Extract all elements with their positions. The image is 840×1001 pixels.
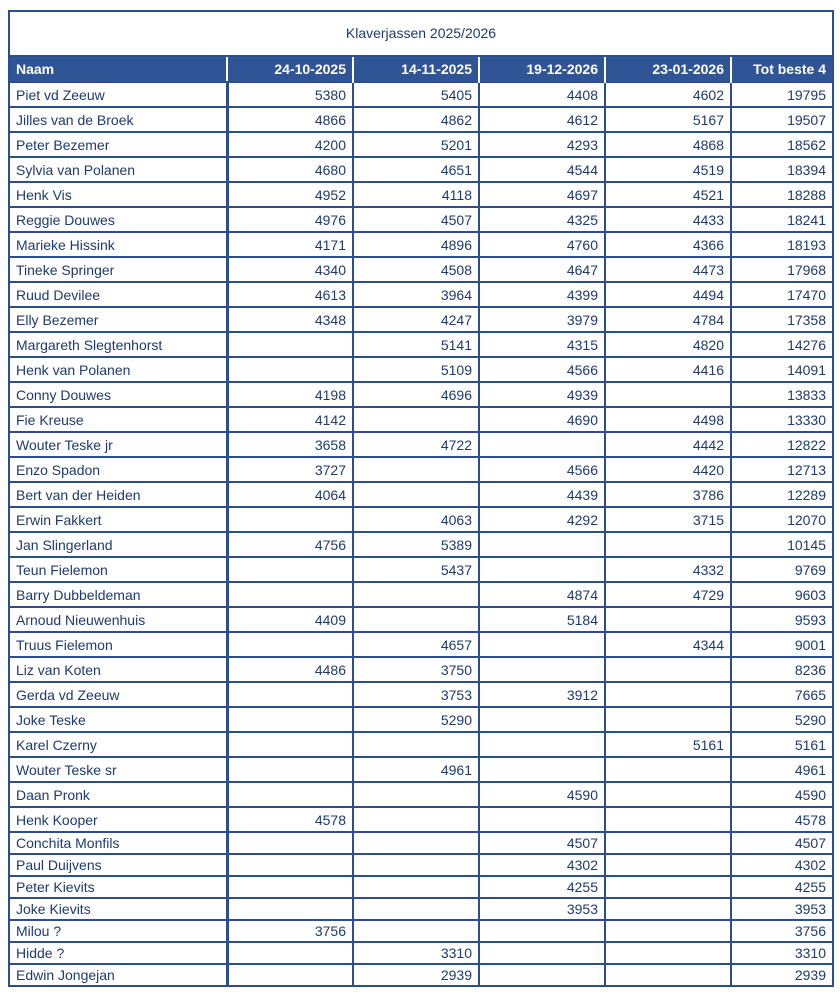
cell-total-best-4: 17470 xyxy=(731,282,832,307)
cell-date-2: 4961 xyxy=(353,757,479,782)
scores-table xyxy=(10,57,832,985)
column-header-date-4: 23-01-2026 xyxy=(605,57,731,82)
cell-date-1: 4613 xyxy=(227,282,353,307)
cell-date-2 xyxy=(353,457,479,482)
cell-total-best-4: 3953 xyxy=(731,898,832,920)
cell-total-best-4: 9603 xyxy=(731,582,832,607)
cell-date-2: 5141 xyxy=(353,332,479,357)
cell-date-1 xyxy=(227,898,353,920)
cell-date-4: 4868 xyxy=(605,132,731,157)
cell-name: Sylvia van Polanen xyxy=(10,157,227,182)
cell-total-best-4: 4578 xyxy=(731,807,832,832)
cell-date-3: 4325 xyxy=(479,207,605,232)
cell-date-2 xyxy=(353,898,479,920)
table-row xyxy=(10,682,832,707)
cell-date-3 xyxy=(479,532,605,557)
cell-name: Teun Fielemon xyxy=(10,557,227,582)
cell-name: Joke Kievits xyxy=(10,898,227,920)
cell-date-1: 4340 xyxy=(227,257,353,282)
cell-date-3: 4760 xyxy=(479,232,605,257)
column-header-date-2: 14-11-2025 xyxy=(353,57,479,82)
cell-date-3: 4399 xyxy=(479,282,605,307)
cell-date-4 xyxy=(605,782,731,807)
cell-total-best-4: 3310 xyxy=(731,942,832,964)
table-row xyxy=(10,876,832,898)
cell-date-2: 5290 xyxy=(353,707,479,732)
cell-date-1: 3727 xyxy=(227,457,353,482)
cell-name: Jan Slingerland xyxy=(10,532,227,557)
sheet-title: Klaverjassen 2025/2026 xyxy=(10,12,832,57)
cell-date-4 xyxy=(605,757,731,782)
cell-date-4: 4521 xyxy=(605,182,731,207)
cell-date-2 xyxy=(353,854,479,876)
cell-total-best-4: 3756 xyxy=(731,920,832,942)
cell-total-best-4: 18288 xyxy=(731,182,832,207)
cell-date-4: 4729 xyxy=(605,582,731,607)
table-row xyxy=(10,732,832,757)
cell-date-4 xyxy=(605,807,731,832)
cell-date-3: 4292 xyxy=(479,507,605,532)
cell-date-4 xyxy=(605,920,731,942)
cell-name: Edwin Jongejan xyxy=(10,964,227,985)
cell-date-2: 4063 xyxy=(353,507,479,532)
cell-date-3: 4255 xyxy=(479,876,605,898)
cell-name: Margareth Slegtenhorst xyxy=(10,332,227,357)
cell-date-1 xyxy=(227,557,353,582)
cell-date-3 xyxy=(479,964,605,985)
cell-total-best-4: 13833 xyxy=(731,382,832,407)
cell-date-2: 4862 xyxy=(353,107,479,132)
cell-total-best-4: 12070 xyxy=(731,507,832,532)
cell-name: Fie Kreuse xyxy=(10,407,227,432)
cell-date-1: 4976 xyxy=(227,207,353,232)
cell-total-best-4: 5161 xyxy=(731,732,832,757)
cell-total-best-4: 4255 xyxy=(731,876,832,898)
cell-date-2: 4507 xyxy=(353,207,479,232)
cell-date-1: 4952 xyxy=(227,182,353,207)
cell-date-1 xyxy=(227,832,353,854)
cell-total-best-4: 4507 xyxy=(731,832,832,854)
table-row xyxy=(10,432,832,457)
cell-date-3: 3912 xyxy=(479,682,605,707)
cell-date-4 xyxy=(605,832,731,854)
cell-total-best-4: 18241 xyxy=(731,207,832,232)
cell-date-4: 4416 xyxy=(605,357,731,382)
cell-total-best-4: 12289 xyxy=(731,482,832,507)
table-row xyxy=(10,307,832,332)
cell-date-1 xyxy=(227,332,353,357)
cell-name: Conchita Monfils xyxy=(10,832,227,854)
cell-total-best-4: 18193 xyxy=(731,232,832,257)
cell-date-3 xyxy=(479,432,605,457)
table-row xyxy=(10,854,832,876)
cell-total-best-4: 8236 xyxy=(731,657,832,682)
cell-date-3 xyxy=(479,942,605,964)
cell-date-4: 3715 xyxy=(605,507,731,532)
table-row xyxy=(10,407,832,432)
cell-date-2 xyxy=(353,832,479,854)
cell-name: Paul Duijvens xyxy=(10,854,227,876)
cell-date-1: 4198 xyxy=(227,382,353,407)
table-body xyxy=(10,82,832,985)
cell-date-4: 5167 xyxy=(605,107,731,132)
cell-date-1: 3658 xyxy=(227,432,353,457)
cell-date-2 xyxy=(353,782,479,807)
cell-date-1: 4064 xyxy=(227,482,353,507)
cell-total-best-4: 19795 xyxy=(731,82,832,107)
table-row xyxy=(10,257,832,282)
cell-date-3: 4544 xyxy=(479,157,605,182)
cell-name: Reggie Douwes xyxy=(10,207,227,232)
table-row xyxy=(10,157,832,182)
cell-date-3: 4590 xyxy=(479,782,605,807)
cell-name: Hidde ? xyxy=(10,942,227,964)
cell-date-1 xyxy=(227,357,353,382)
cell-date-4: 4442 xyxy=(605,432,731,457)
cell-name: Conny Douwes xyxy=(10,382,227,407)
cell-total-best-4: 13330 xyxy=(731,407,832,432)
cell-date-1: 4348 xyxy=(227,307,353,332)
cell-date-2 xyxy=(353,582,479,607)
cell-date-1 xyxy=(227,707,353,732)
table-row xyxy=(10,557,832,582)
cell-date-3: 4315 xyxy=(479,332,605,357)
table-row xyxy=(10,132,832,157)
cell-name: Joke Teske xyxy=(10,707,227,732)
cell-date-3 xyxy=(479,757,605,782)
cell-total-best-4: 9769 xyxy=(731,557,832,582)
cell-date-2 xyxy=(353,482,479,507)
cell-date-4 xyxy=(605,942,731,964)
cell-date-1: 4171 xyxy=(227,232,353,257)
table-row xyxy=(10,898,832,920)
cell-total-best-4: 4961 xyxy=(731,757,832,782)
cell-date-4 xyxy=(605,682,731,707)
cell-date-4: 4494 xyxy=(605,282,731,307)
cell-date-4 xyxy=(605,898,731,920)
cell-date-4 xyxy=(605,382,731,407)
cell-name: Barry Dubbeldeman xyxy=(10,582,227,607)
cell-name: Truus Fielemon xyxy=(10,632,227,657)
cell-name: Milou ? xyxy=(10,920,227,942)
cell-name: Karel Czerny xyxy=(10,732,227,757)
cell-date-2: 4896 xyxy=(353,232,479,257)
cell-date-3: 4697 xyxy=(479,182,605,207)
cell-date-3 xyxy=(479,732,605,757)
cell-date-1 xyxy=(227,942,353,964)
cell-total-best-4: 4302 xyxy=(731,854,832,876)
cell-date-3: 4647 xyxy=(479,257,605,282)
table-row xyxy=(10,757,832,782)
cell-date-4: 5161 xyxy=(605,732,731,757)
cell-date-4 xyxy=(605,657,731,682)
cell-date-2: 5109 xyxy=(353,357,479,382)
cell-total-best-4: 9593 xyxy=(731,607,832,632)
cell-date-1 xyxy=(227,876,353,898)
table-row xyxy=(10,482,832,507)
column-header-date-1: 24-10-2025 xyxy=(227,57,353,82)
cell-date-3: 4566 xyxy=(479,357,605,382)
header-row xyxy=(10,57,832,82)
cell-name: Piet vd Zeeuw xyxy=(10,82,227,107)
cell-date-2 xyxy=(353,876,479,898)
cell-date-1: 4680 xyxy=(227,157,353,182)
cell-date-4 xyxy=(605,964,731,985)
cell-date-4: 4420 xyxy=(605,457,731,482)
table-row xyxy=(10,920,832,942)
cell-date-3 xyxy=(479,557,605,582)
cell-date-3 xyxy=(479,707,605,732)
cell-date-1 xyxy=(227,632,353,657)
cell-total-best-4: 2939 xyxy=(731,964,832,985)
cell-total-best-4: 18394 xyxy=(731,157,832,182)
cell-date-1: 4756 xyxy=(227,532,353,557)
table-row xyxy=(10,207,832,232)
cell-date-2: 2939 xyxy=(353,964,479,985)
cell-name: Bert van der Heiden xyxy=(10,482,227,507)
cell-name: Tineke Springer xyxy=(10,257,227,282)
table-row xyxy=(10,232,832,257)
cell-name: Jilles van de Broek xyxy=(10,107,227,132)
cell-total-best-4: 18562 xyxy=(731,132,832,157)
cell-name: Arnoud Nieuwenhuis xyxy=(10,607,227,632)
cell-date-1: 4409 xyxy=(227,607,353,632)
column-header-date-3: 19-12-2026 xyxy=(479,57,605,82)
cell-date-2 xyxy=(353,732,479,757)
table-row xyxy=(10,182,832,207)
cell-total-best-4: 14091 xyxy=(731,357,832,382)
cell-date-3 xyxy=(479,807,605,832)
cell-date-2: 4651 xyxy=(353,157,479,182)
cell-date-2: 4247 xyxy=(353,307,479,332)
cell-date-4: 4784 xyxy=(605,307,731,332)
cell-date-3 xyxy=(479,657,605,682)
table-row xyxy=(10,507,832,532)
cell-name: Wouter Teske jr xyxy=(10,432,227,457)
cell-date-1: 4142 xyxy=(227,407,353,432)
cell-total-best-4: 7665 xyxy=(731,682,832,707)
cell-name: Henk van Polanen xyxy=(10,357,227,382)
cell-date-1 xyxy=(227,582,353,607)
cell-date-4: 4433 xyxy=(605,207,731,232)
table-row xyxy=(10,382,832,407)
cell-total-best-4: 4590 xyxy=(731,782,832,807)
cell-total-best-4: 12713 xyxy=(731,457,832,482)
cell-date-4: 4366 xyxy=(605,232,731,257)
cell-date-4: 4344 xyxy=(605,632,731,657)
table-row xyxy=(10,607,832,632)
table-row xyxy=(10,457,832,482)
cell-date-3 xyxy=(479,632,605,657)
cell-name: Erwin Fakkert xyxy=(10,507,227,532)
cell-date-3 xyxy=(479,920,605,942)
cell-name: Marieke Hissink xyxy=(10,232,227,257)
cell-date-1 xyxy=(227,964,353,985)
cell-date-2: 3310 xyxy=(353,942,479,964)
cell-date-2 xyxy=(353,607,479,632)
cell-date-3: 4566 xyxy=(479,457,605,482)
cell-date-1: 3756 xyxy=(227,920,353,942)
cell-date-3: 4408 xyxy=(479,82,605,107)
table-row xyxy=(10,782,832,807)
cell-date-4: 4602 xyxy=(605,82,731,107)
cell-date-2 xyxy=(353,407,479,432)
cell-date-4 xyxy=(605,607,731,632)
column-header-total-best-4: Tot beste 4 xyxy=(731,57,832,82)
table-row xyxy=(10,82,832,107)
cell-date-2: 3964 xyxy=(353,282,479,307)
cell-date-1: 4486 xyxy=(227,657,353,682)
cell-date-1 xyxy=(227,732,353,757)
cell-date-4 xyxy=(605,854,731,876)
cell-name: Liz van Koten xyxy=(10,657,227,682)
cell-date-2 xyxy=(353,920,479,942)
cell-name: Ruud Devilee xyxy=(10,282,227,307)
cell-name: Henk Kooper xyxy=(10,807,227,832)
cell-date-3: 4507 xyxy=(479,832,605,854)
cell-date-2: 3750 xyxy=(353,657,479,682)
cell-date-1: 4200 xyxy=(227,132,353,157)
cell-name: Wouter Teske sr xyxy=(10,757,227,782)
cell-date-1 xyxy=(227,507,353,532)
cell-date-1: 5380 xyxy=(227,82,353,107)
table-row xyxy=(10,332,832,357)
cell-total-best-4: 17358 xyxy=(731,307,832,332)
cell-date-4 xyxy=(605,532,731,557)
cell-date-3: 4439 xyxy=(479,482,605,507)
table-row xyxy=(10,282,832,307)
cell-date-4: 4519 xyxy=(605,157,731,182)
cell-date-4: 4820 xyxy=(605,332,731,357)
cell-date-3: 4874 xyxy=(479,582,605,607)
cell-date-1 xyxy=(227,757,353,782)
cell-date-3: 4690 xyxy=(479,407,605,432)
cell-date-2: 5405 xyxy=(353,82,479,107)
cell-date-1 xyxy=(227,682,353,707)
cell-date-1: 4578 xyxy=(227,807,353,832)
cell-date-2: 3753 xyxy=(353,682,479,707)
cell-date-4: 4498 xyxy=(605,407,731,432)
table-row xyxy=(10,632,832,657)
cell-name: Peter Bezemer xyxy=(10,132,227,157)
cell-name: Gerda vd Zeeuw xyxy=(10,682,227,707)
cell-date-3: 4302 xyxy=(479,854,605,876)
cell-date-3: 4939 xyxy=(479,382,605,407)
cell-date-3: 4293 xyxy=(479,132,605,157)
cell-date-3: 4612 xyxy=(479,107,605,132)
cell-total-best-4: 19507 xyxy=(731,107,832,132)
table-row xyxy=(10,964,832,985)
cell-date-1 xyxy=(227,782,353,807)
table-row xyxy=(10,357,832,382)
cell-date-3: 5184 xyxy=(479,607,605,632)
table-row xyxy=(10,657,832,682)
score-sheet xyxy=(8,10,834,987)
cell-total-best-4: 12822 xyxy=(731,432,832,457)
cell-total-best-4: 10145 xyxy=(731,532,832,557)
cell-name: Elly Bezemer xyxy=(10,307,227,332)
cell-date-4: 4473 xyxy=(605,257,731,282)
cell-name: Peter Kievits xyxy=(10,876,227,898)
cell-name: Enzo Spadon xyxy=(10,457,227,482)
cell-date-2: 4118 xyxy=(353,182,479,207)
table-row xyxy=(10,107,832,132)
cell-total-best-4: 17968 xyxy=(731,257,832,282)
cell-date-4 xyxy=(605,876,731,898)
table-row xyxy=(10,707,832,732)
cell-date-2: 4722 xyxy=(353,432,479,457)
cell-date-3: 3979 xyxy=(479,307,605,332)
cell-date-2 xyxy=(353,807,479,832)
table-row xyxy=(10,582,832,607)
table-row xyxy=(10,832,832,854)
column-header-name: Naam xyxy=(10,57,227,82)
cell-date-2: 5201 xyxy=(353,132,479,157)
cell-date-4: 3786 xyxy=(605,482,731,507)
cell-date-1: 4866 xyxy=(227,107,353,132)
cell-total-best-4: 14276 xyxy=(731,332,832,357)
cell-date-4 xyxy=(605,707,731,732)
cell-name: Henk Vis xyxy=(10,182,227,207)
table-row xyxy=(10,807,832,832)
cell-date-3: 3953 xyxy=(479,898,605,920)
cell-total-best-4: 9001 xyxy=(731,632,832,657)
cell-date-2: 5389 xyxy=(353,532,479,557)
cell-date-2: 5437 xyxy=(353,557,479,582)
cell-date-2: 4508 xyxy=(353,257,479,282)
cell-total-best-4: 5290 xyxy=(731,707,832,732)
cell-date-4: 4332 xyxy=(605,557,731,582)
table-row xyxy=(10,942,832,964)
cell-date-2: 4696 xyxy=(353,382,479,407)
cell-name: Daan Pronk xyxy=(10,782,227,807)
cell-date-1 xyxy=(227,854,353,876)
cell-date-2: 4657 xyxy=(353,632,479,657)
table-row xyxy=(10,532,832,557)
